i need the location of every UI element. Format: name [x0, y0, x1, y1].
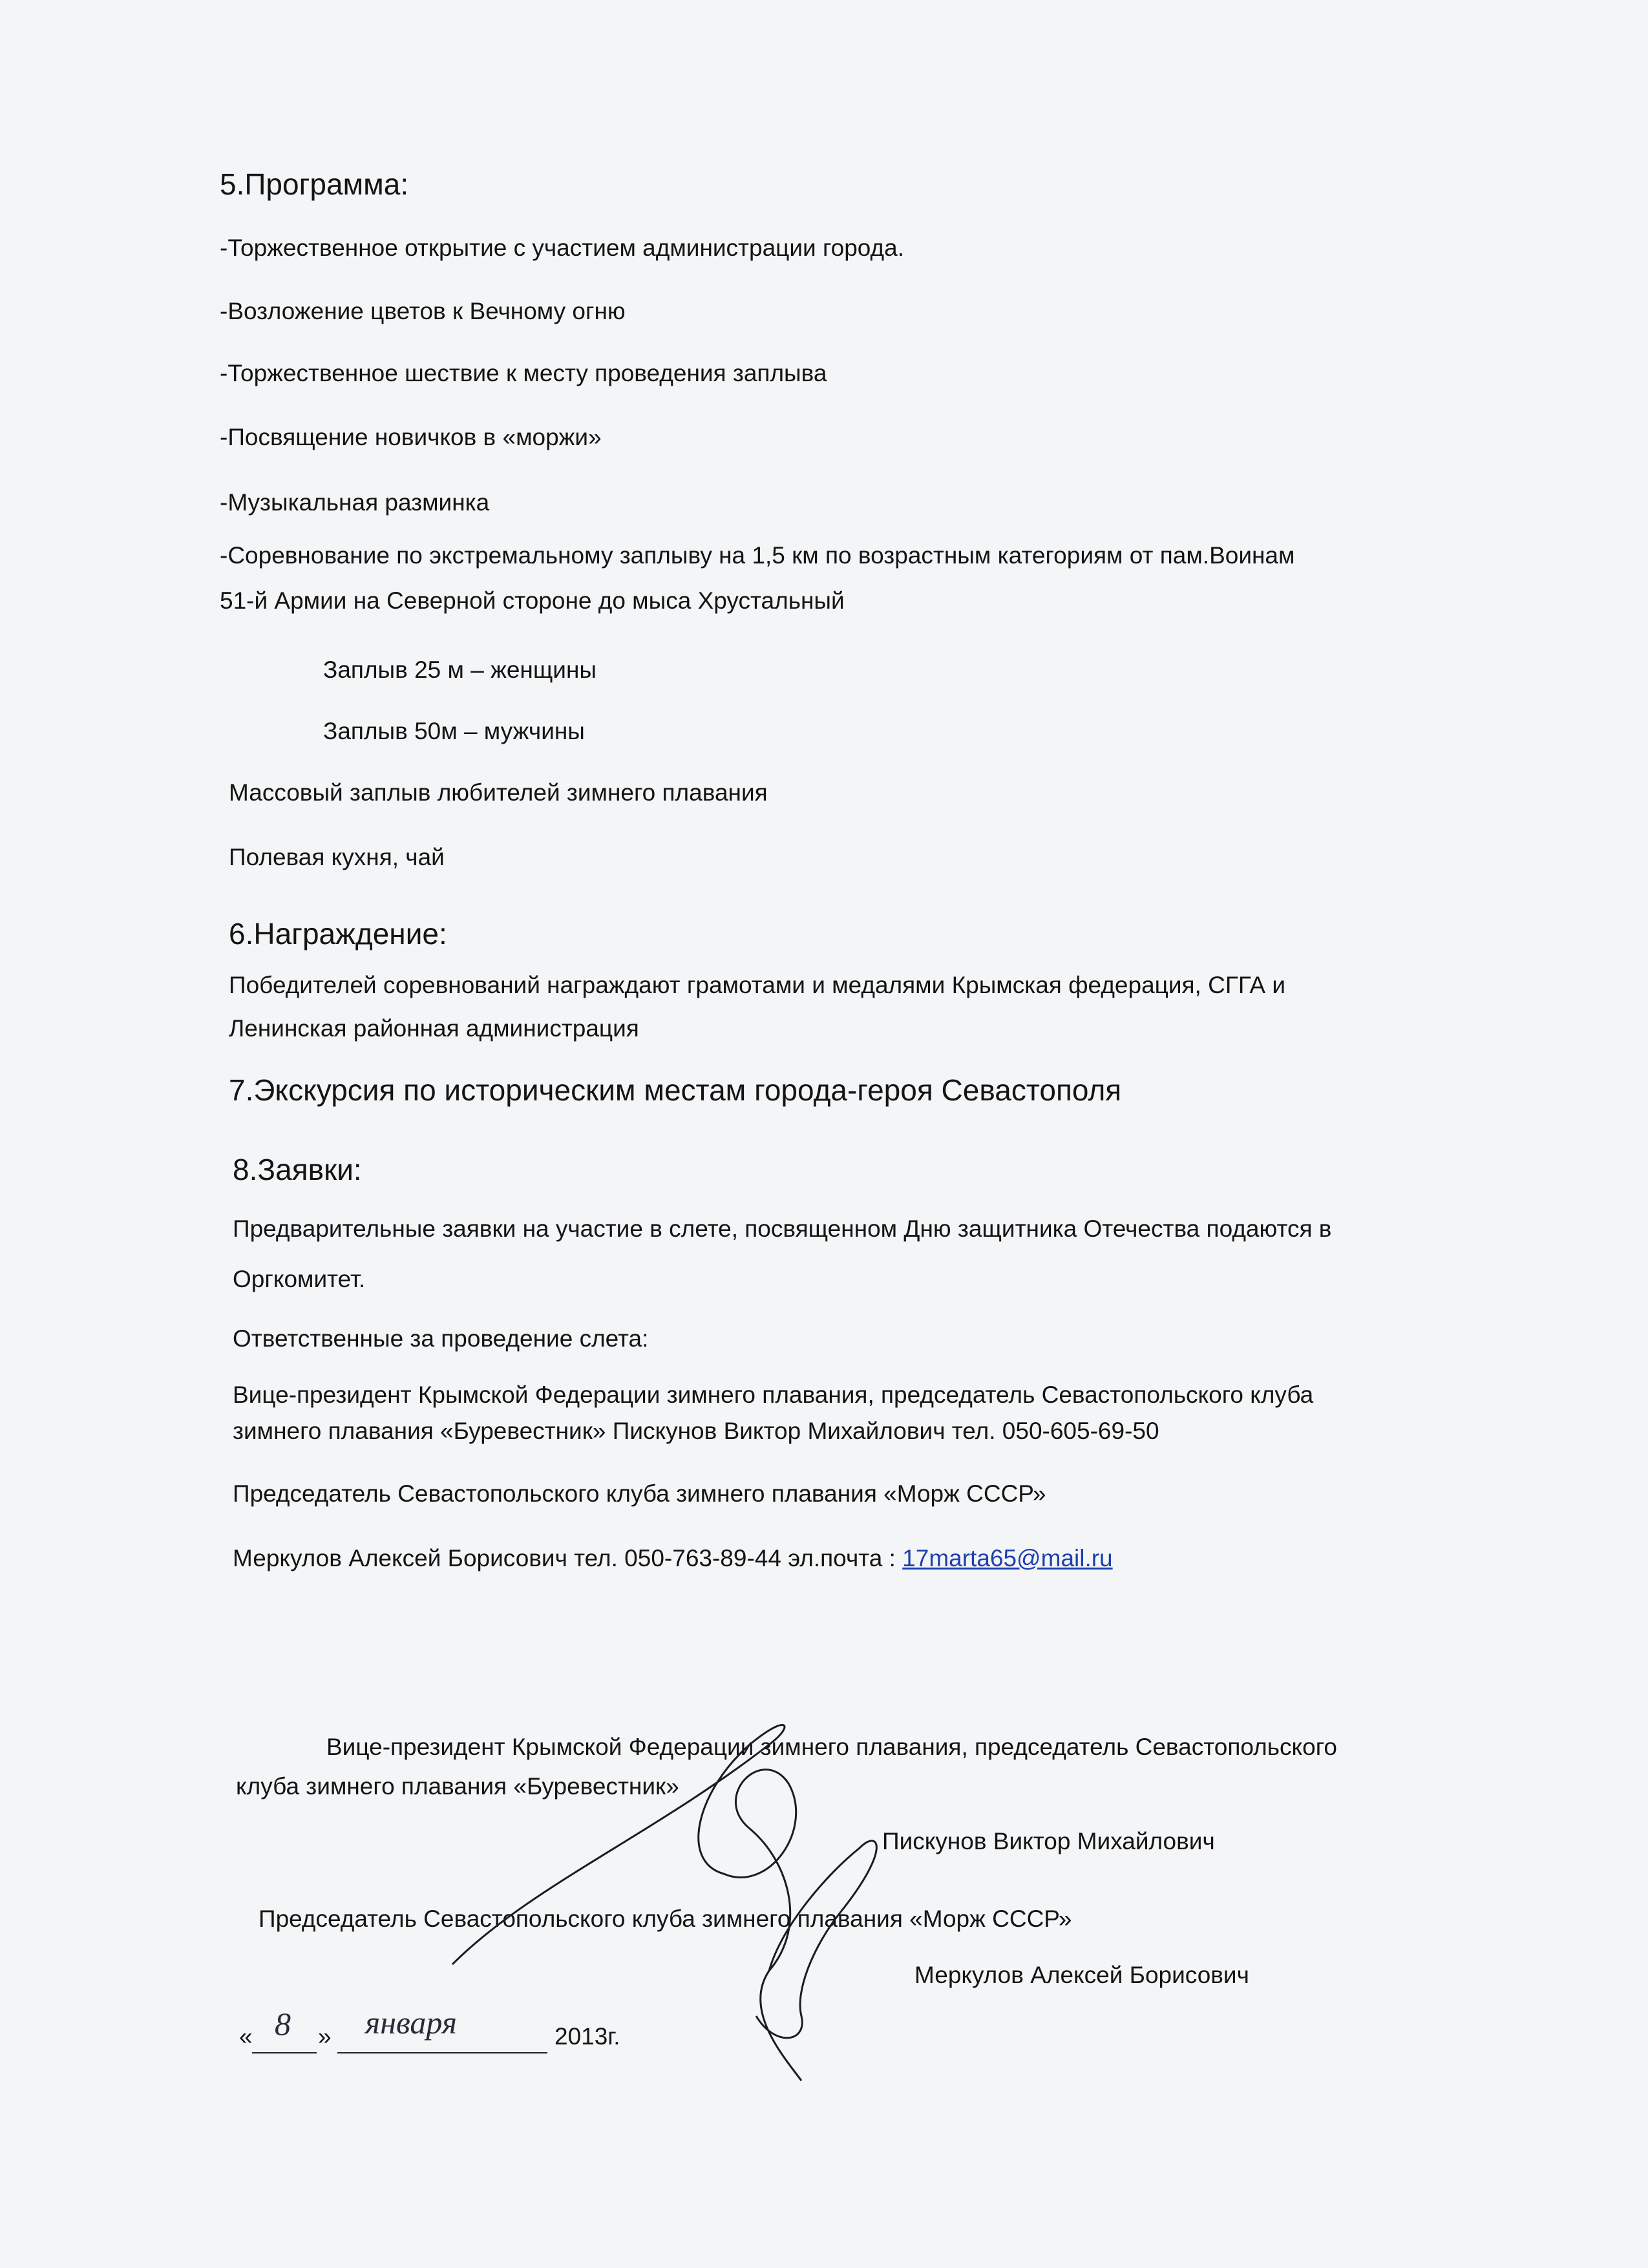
field-kitchen: Полевая кухня, чай: [229, 844, 445, 870]
program-item: -Торжественное открытие с участием администрации города.: [220, 235, 904, 261]
swim-women: Заплыв 25 м – женщины: [323, 656, 597, 683]
awards-text: Победителей соревнований награждают грамотами и медалями Крымская федерация, СГГА и: [229, 972, 1286, 998]
program-item: -Торжественное шествие к месту проведения заплыва: [220, 360, 827, 386]
email-link[interactable]: 17marta65@mail.ru: [902, 1545, 1113, 1571]
date-month-blank: [337, 2052, 547, 2053]
date-close-quote: »: [318, 2023, 332, 2050]
program-item: -Возложение цветов к Вечному огню: [220, 298, 626, 324]
responsible-label: Ответственные за проведение слета:: [233, 1325, 649, 1352]
date-day-blank: [252, 2052, 317, 2053]
swim-men: Заплыв 50м – мужчины: [323, 718, 585, 744]
program-heading: 5.Программа:: [220, 167, 409, 201]
date-day: 8: [275, 2006, 291, 2042]
signatory-1-name: Пискунов Виктор Михайлович: [882, 1828, 1215, 1854]
date-month: января: [365, 2004, 457, 2041]
signatory-1-title: клуба зимнего плавания «Буревестник»: [236, 1773, 679, 1800]
responsible-person-2: Председатель Севастопольского клуба зимнего плавания «Морж СССР»: [233, 1480, 1046, 1507]
applications-text: Предварительные заявки на участие в слете, посвященном Дню защитника Отечества подаются в: [233, 1215, 1332, 1242]
signatory-1-title: Вице-президент Крымской Федерации зимнего плавания, председатель Севастопольского: [326, 1734, 1337, 1760]
responsible-person-1: Вице-президент Крымской Федерации зимнего плавания, председатель Севастопольского клуба: [233, 1381, 1314, 1408]
awards-text: Ленинская районная администрация: [229, 1015, 639, 1042]
awards-heading: 6.Награждение:: [229, 917, 447, 950]
signatory-2-name: Меркулов Алексей Борисович: [914, 1962, 1249, 1988]
date-year: 2013г.: [555, 2023, 620, 2050]
mass-swim: Массовый заплыв любителей зимнего плавания: [229, 779, 768, 806]
date-open-quote: «: [239, 2023, 253, 2050]
responsible-contact: [233, 1544, 1113, 1573]
contact-text: Меркулов Алексей Борисович тел. 050-763-89-44 эл.почта :: [233, 1545, 903, 1571]
excursion-heading: 7.Экскурсия по историческим местам города-героя Севастополя: [229, 1073, 1122, 1107]
signatory-2-title: Председатель Севастопольского клуба зимнего плавания «Морж СССР»: [259, 1906, 1072, 1932]
program-item: -Посвящение новичков в «моржи»: [220, 424, 602, 450]
program-item: -Музыкальная разминка: [220, 489, 490, 516]
applications-text: Оргкомитет.: [233, 1266, 366, 1292]
program-item: -Соревнование по экстремальному заплыву на 1,5 км по возрастным категориям от пам.Воинам: [220, 542, 1295, 569]
program-item: 51-й Армии на Северной стороне до мыса Хрустальный: [220, 587, 845, 614]
responsible-person-1: зимнего плавания «Буревестник» Пискунов Виктор Михайлович тел. 050-605-69-50: [233, 1418, 1159, 1444]
applications-heading: 8.Заявки:: [233, 1153, 362, 1186]
